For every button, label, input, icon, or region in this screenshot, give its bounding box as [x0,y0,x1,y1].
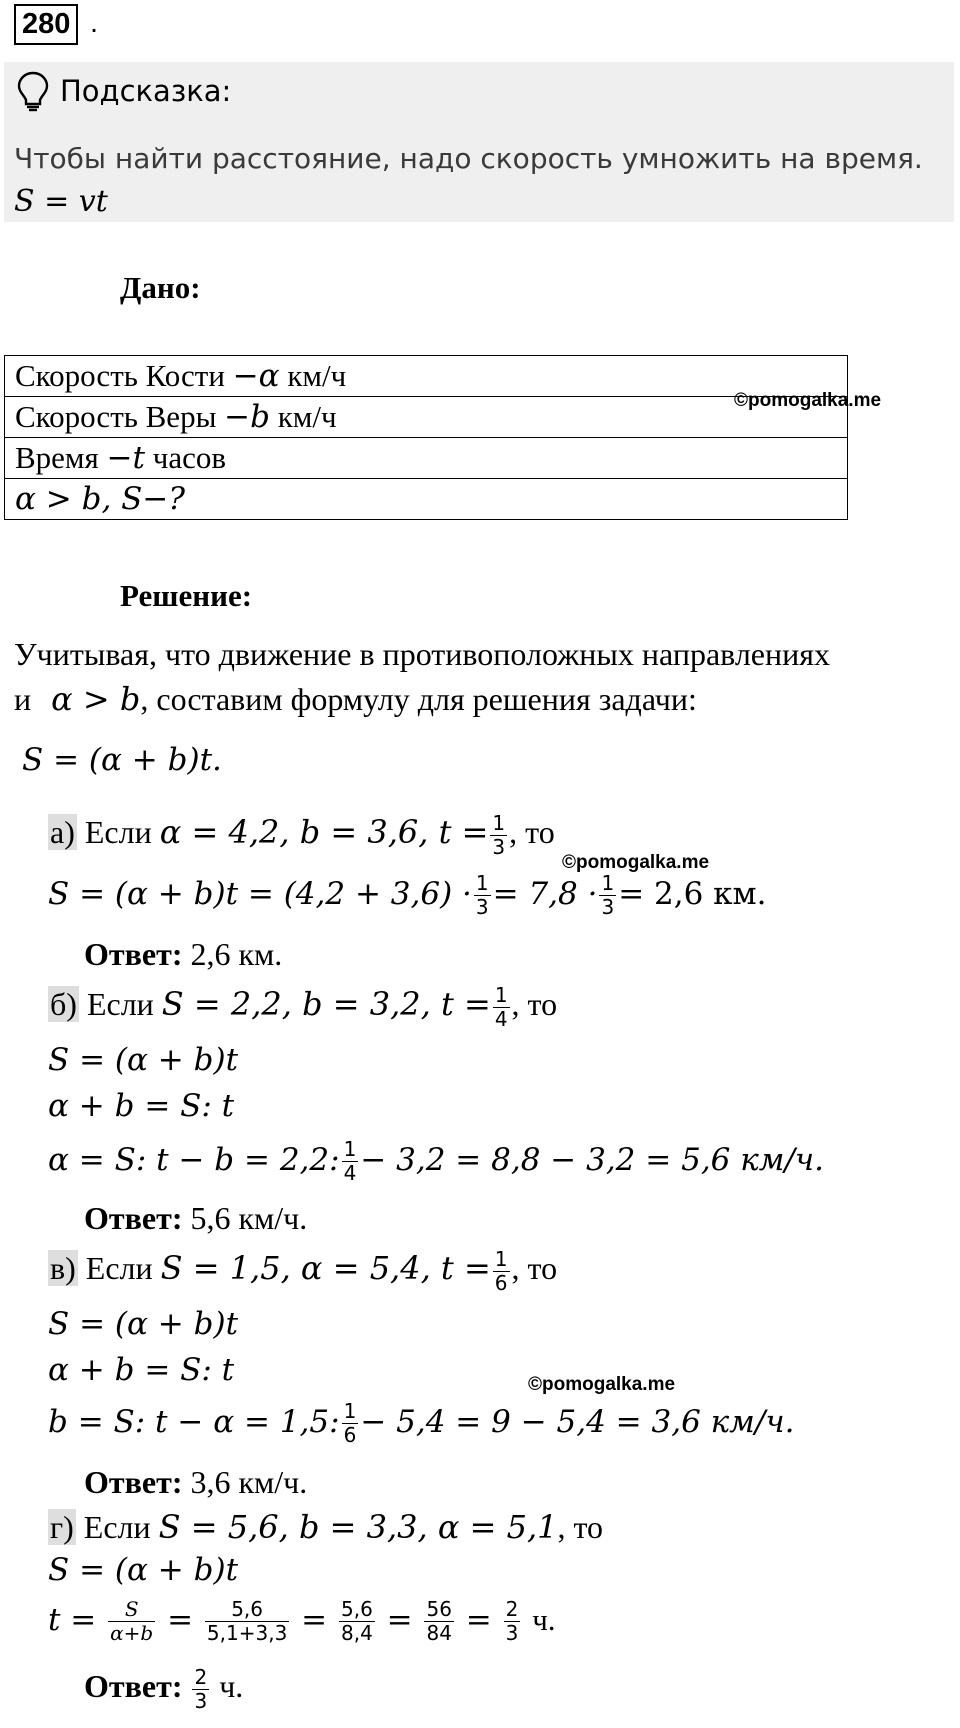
given-row-question [5,479,848,520]
solution-intro-line1: Учитывая, что движение в противоположных направлениях [14,636,830,672]
problem-number-dot: . [90,7,99,39]
given-row-var: −α [232,358,280,394]
given-row-text: Скорость Кости [15,358,233,393]
part-b-line1: S = (α + b)t [48,1042,239,1078]
given-row-time [5,438,848,479]
part-g-line1: S = (α + b)t [48,1552,239,1588]
given-row-vera-speed [5,397,848,438]
lightbulb-icon [16,70,50,117]
part-a-condition: а) Если α = 4,2, b = 3,6, t = $\frac{1}{3}$ , то [50,811,555,859]
part-g-condition: г) Если S = 5,6, b = 3,3, α = 5,1, то [50,1508,604,1546]
problem-number: 280 [14,4,78,45]
hint-text: Чтобы найти расстояние, надо скорость умножить на время. [14,142,923,175]
solution-intro-line2: и α > b, составим формулу для решения задачи: [14,680,697,718]
watermark: ©pomogalka.me [528,1374,676,1395]
given-row-kostya-speed [5,356,848,397]
given-row-var: α > b, S−? [15,481,186,517]
part-v-line3: b = S: t − α = 1,5: $\frac{1}{6}$ − 5,4 = 9 − 5,4 = 3,6 км/ч. [48,1399,795,1447]
part-v-answer: Ответ: 3,6 км/ч. [84,1464,308,1500]
given-row-unit: км/ч [269,399,337,434]
part-v-line1: S = (α + b)t [48,1306,239,1342]
main-formula: S = (α + b)t. [22,742,222,778]
part-v-line2: α + b = S: t [48,1352,235,1388]
part-g-line2: t = $\frac{S}{\alpha+b}$ = $\frac{5,6}{5,1+3,3}$ = $\frac{5,6}{8,4}$ = $\frac{56}{84}$ = $\frac{2}{3}$ ч. [48,1597,556,1645]
given-heading: Дано: [120,270,201,305]
part-b-line2: α + b = S: t [48,1088,235,1124]
part-b-condition: б) Если S = 2,2, b = 3,2, t = $\frac{1}{4}$ , то [50,983,558,1031]
part-b-line3: α = S: t − b = 2,2: $\frac{1}{4}$ − 3,2 = 8,8 − 3,2 = 5,6 км/ч. [48,1137,825,1185]
given-row-var: −t [106,440,145,476]
part-v-condition: в) Если S = 1,5, α = 5,4, t = $\frac{1}{6}$ , то [50,1247,558,1295]
watermark: ©pomogalka.me [734,390,882,411]
watermark: ©pomogalka.me [562,852,710,873]
hint-title: Подсказка: [60,74,232,108]
given-row-unit: часов [145,440,226,475]
part-a-calculation: S = (α + b)t = (4,2 + 3,6) · $\frac{1}{3}$ = 7,8 · $\frac{1}{3}$ = 2,6 км. [48,871,767,919]
part-b-answer: Ответ: 5,6 км/ч. [84,1200,308,1236]
hint-formula: S = vt [14,184,108,219]
given-row-text: Скорость Веры [15,399,225,434]
given-row-text: Время [15,440,107,475]
given-table [4,355,848,520]
part-g-answer: Ответ: $\frac{2}{3}$ ч. [84,1665,244,1713]
given-row-unit: км/ч [279,358,347,393]
solution-heading: Решение: [120,578,253,613]
part-a-answer: Ответ: 2,6 км. [84,936,283,972]
given-row-var: −b [224,399,270,435]
